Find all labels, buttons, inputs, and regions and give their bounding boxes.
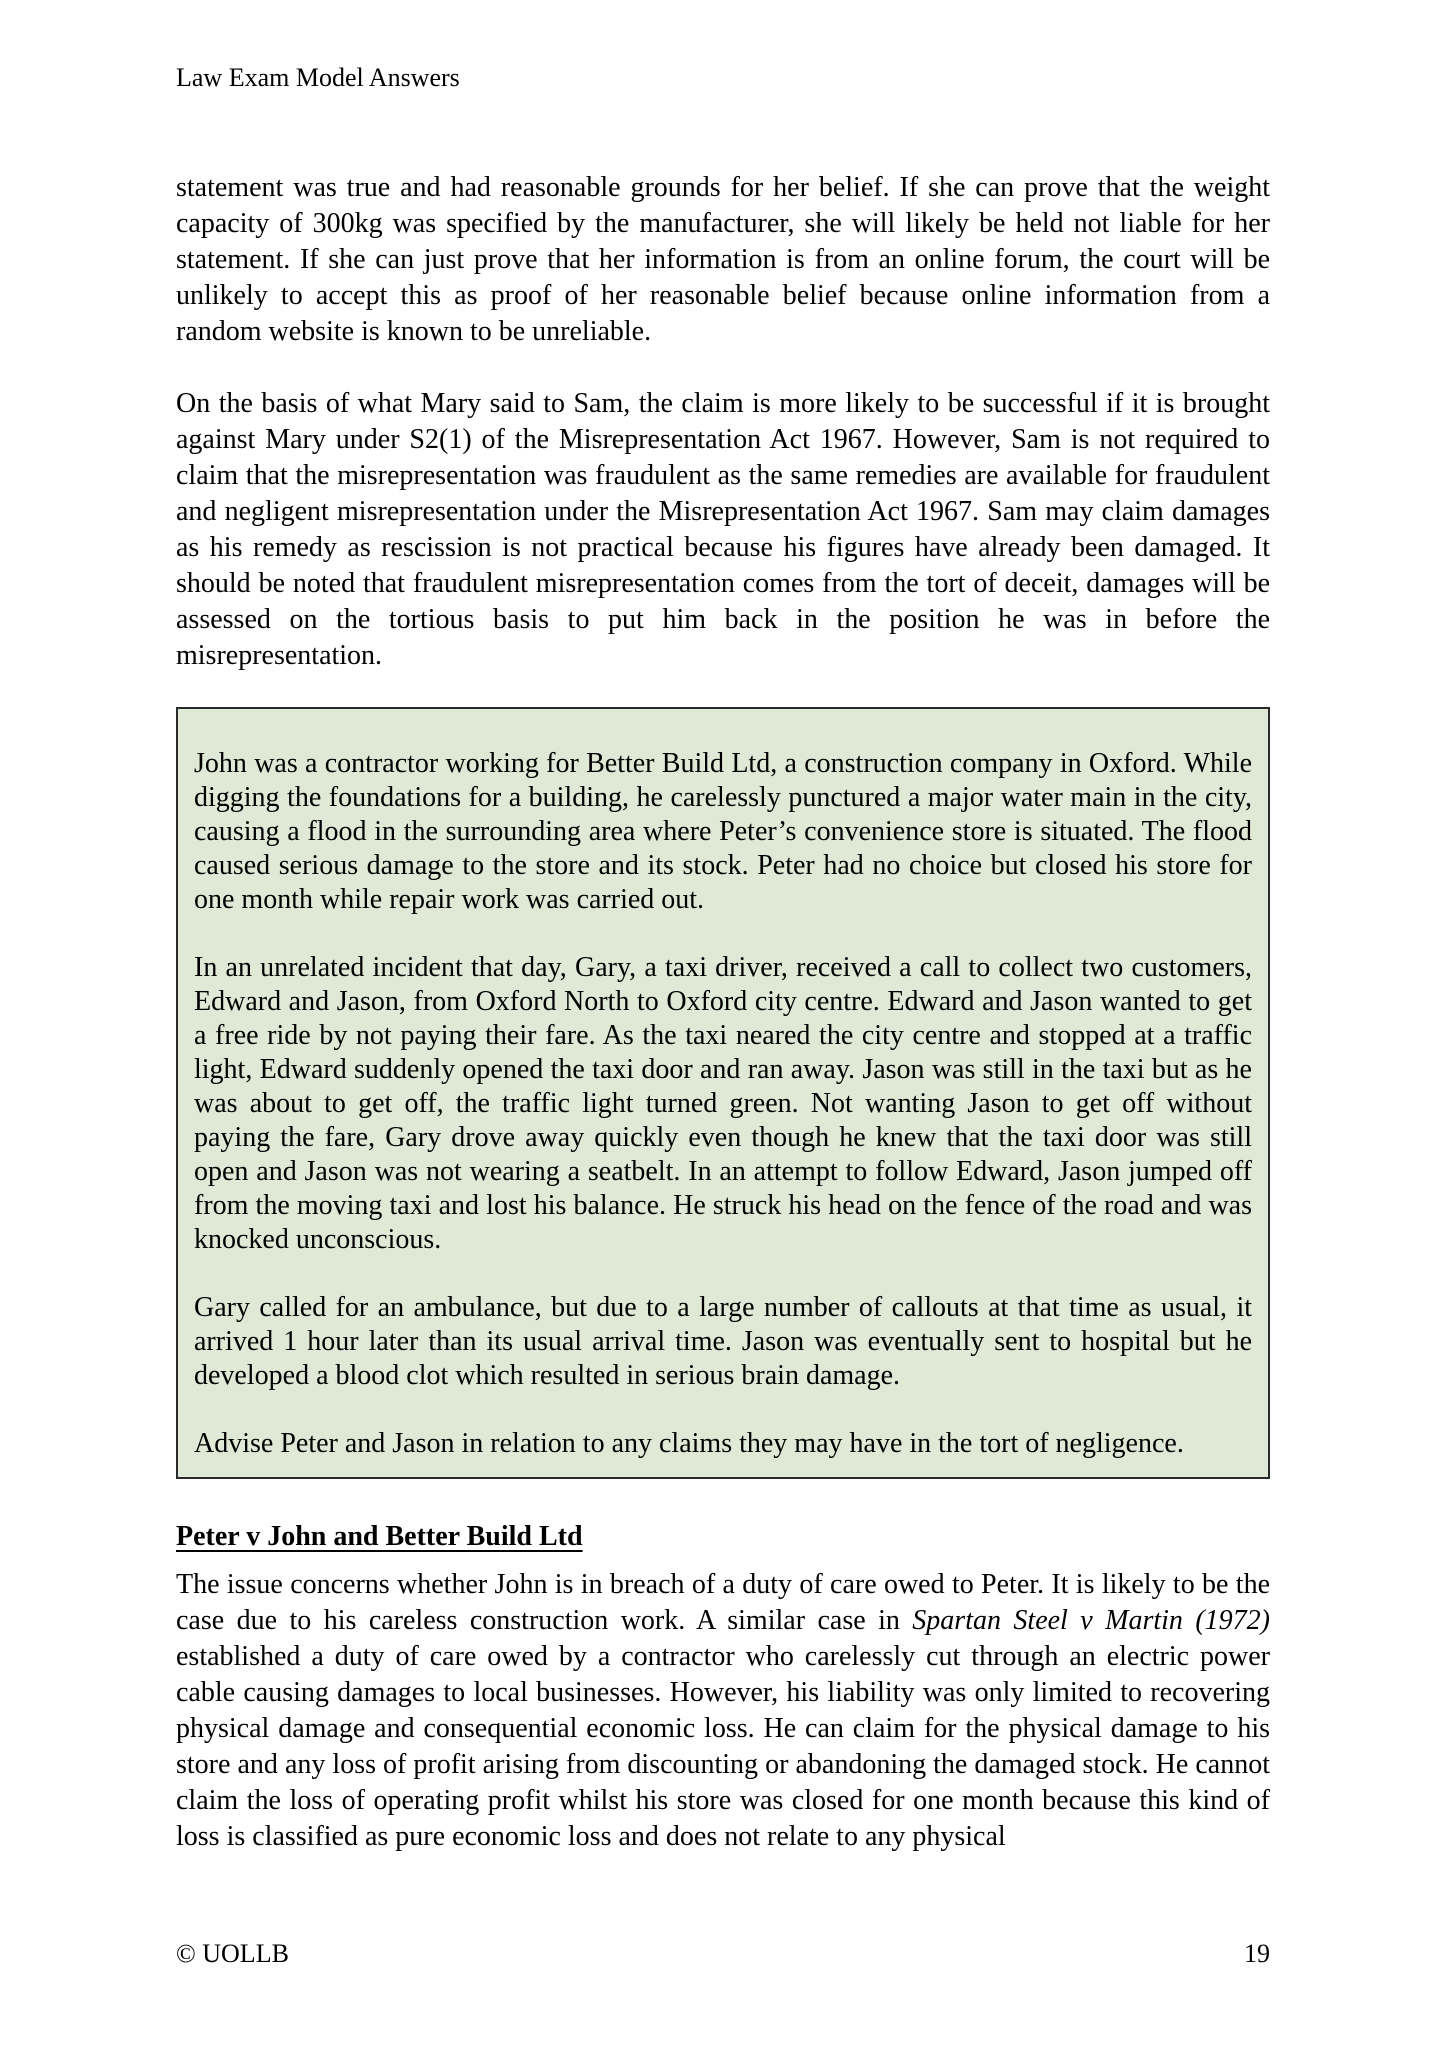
page-footer bbox=[176, 1938, 1270, 1970]
running-header: Law Exam Model Answers bbox=[176, 63, 460, 92]
section-heading-text: Peter v John and Better Build Ltd bbox=[176, 1521, 583, 1552]
paragraph-misrepresentation-claim: On the basis of what Mary said to Sam, the claim is more likely to be successful if it is brought against Mary under S2(1) of the Misrepresentation Act 1967. However, Sam is not required to claim that the misrepresentation was fraudulent as the same remedies are available for fraudulent and negligent misrepresentation under the Misrepresentation Act 1967. Sam may claim damages as his remedy as rescission is not practical because his figures have already been damaged. It should be noted that fraudulent misrepresentation comes from the tort of deceit, damages will be assessed on the tortious basis to put him back in the position he was in before the misrepresentation. bbox=[176, 388, 1270, 671]
paragraph-misrepresentation-belief: statement was true and had reasonable grounds for her belief. If she can prove that the weight capacity of 300kg was specified by the manufacturer, she will likely be held not liable for her statement. If she can just prove that her information is from an online forum, the court will be unlikely to accept this as proof of her reasonable belief because online information from a random website is known to be unreliable. bbox=[176, 172, 1270, 347]
scenario-paragraph-advise: Advise Peter and Jason in relation to any claims they may have in the tort of negligence. bbox=[194, 1428, 1184, 1459]
scenario-paragraph-flood: John was a contractor working for Better Build Ltd, a construction company in Oxford. While digging the foundations for a building, he carelessly punctured a major water main in the city, causing a flood in the surrounding area where Peter’s convenience store is situated. The flood caused serious damage to the store and its stock. Peter had no choice but closed his store for one month while repair work was carried out. bbox=[194, 748, 1252, 915]
scenario-question-box bbox=[176, 707, 1270, 1479]
answer-text-before-citation: The issue concerns whether John is in breach of a duty of care owed to Peter. It is likely to be the case due to his careless construction work. A similar case in bbox=[176, 1569, 1270, 1636]
section-heading bbox=[176, 1519, 1270, 1555]
footer-copyright: © UOLLB bbox=[176, 1939, 289, 1968]
case-citation: Spartan Steel v Martin (1972) bbox=[912, 1605, 1270, 1636]
paragraph-duty-of-care bbox=[176, 1567, 1270, 1855]
footer-page-number: 19 bbox=[1244, 1939, 1270, 1968]
scenario-paragraph-ambulance: Gary called for an ambulance, but due to a large number of callouts at that time as usual, it arrived 1 hour later than its usual arrival time. Jason was eventually sent to hospital but he developed a blood clot which resulted in serious brain damage. bbox=[194, 1292, 1252, 1391]
scenario-paragraph-taxi: In an unrelated incident that day, Gary, a taxi driver, received a call to collect two customers, Edward and Jason, from Oxford North to Oxford city centre. Edward and Jason wanted to get a free ride by not paying their fare. As the taxi neared the city centre and stopped at a traffic light, Edward suddenly opened the taxi door and ran away. Jason was still in the taxi but as he was about to get off, the traffic light turned green. Not wanting Jason to get off without paying the fare, Gary drove away quickly even though he knew that the taxi door was still open and Jason was not wearing a seatbelt. In an attempt to follow Edward, Jason jumped off from the moving taxi and lost his balance. He struck his head on the fence of the road and was knocked unconscious. bbox=[194, 952, 1252, 1255]
answer-text-after-citation: established a duty of care owed by a contractor who carelessly cut through an electric power cable causing damages to local businesses. However, his liability was only limited to recovering physical damage and consequential economic loss. He can claim for the physical damage to his store and any loss of profit arising from discounting or abandoning the damaged stock. He cannot claim the loss of operating profit whilst his store was closed for one month because this kind of loss is classified as pure economic loss and does not relate to any physical bbox=[176, 1641, 1270, 1852]
